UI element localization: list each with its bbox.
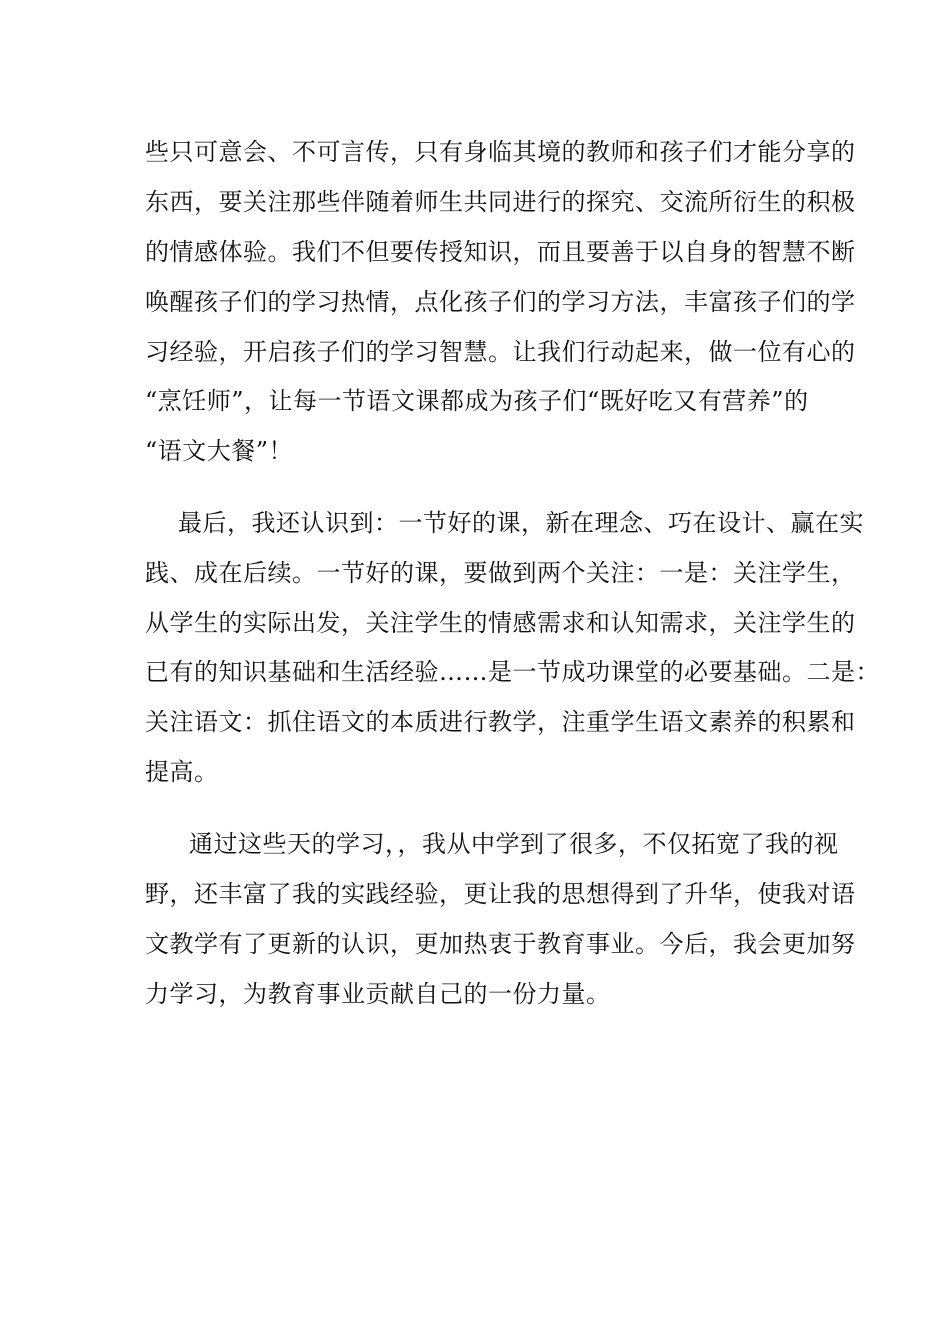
paragraph-1-line-7: “语文大餐”！: [145, 437, 294, 465]
paragraph-2-line-5: 关注语文：抓住语文的本质进行教学，注重学生语文素养的积累和: [145, 708, 856, 736]
paragraph-1-line-3: 的情感体验。我们不但要传授知识，而且要善于以自身的智慧不断: [145, 238, 856, 266]
paragraph-2-line-3: 从学生的实际出发，关注学生的情感需求和认知需求，关注学生的: [145, 609, 856, 637]
paragraph-1-line-1: 些只可意会、不可言传，只有身临其境的教师和孩子们才能分享的: [145, 138, 856, 166]
paragraph-1-line-2: 东西，要关注那些伴随着师生共同进行的探究、交流所衍生的积极: [145, 188, 856, 216]
paragraph-3-line-1: 通过这些天的学习，，我从中学到了很多，不仅拓宽了我的视: [189, 830, 839, 858]
paragraph-3-line-3: 文教学有了更新的认识，更加热衷于教育事业。今后，我会更加努: [145, 930, 856, 958]
paragraph-1-line-4: 唤醒孩子们的学习热情，点化孩子们的学习方法，丰富孩子们的学: [145, 288, 856, 316]
paragraph-2-line-1: 最后，我还认识到：一节好的课，新在理念、巧在设计、赢在实: [178, 509, 864, 537]
paragraph-1-line-5: 习经验，开启孩子们的学习智慧。让我们行动起来，做一位有心的: [145, 338, 856, 366]
paragraph-3-line-2: 野，还丰富了我的实践经验，更让我的思想得到了升华，使我对语: [145, 880, 856, 908]
paragraph-2-line-6: 提高。: [145, 758, 219, 786]
paragraph-1-line-6: “烹饪师”，让每一节语文课都成为孩子们“既好吃又有营养”的: [145, 387, 809, 415]
paragraph-3-line-4: 力学习，为教育事业贡献自己的一份力量。: [145, 980, 611, 1008]
paragraph-2-line-4: 已有的知识基础和生活经验……是一节成功课堂的必要基础。二是：: [145, 658, 880, 686]
paragraph-2-line-2: 践、成在后续。一节好的课，要做到两个关注：一是：关注学生，: [145, 559, 856, 587]
